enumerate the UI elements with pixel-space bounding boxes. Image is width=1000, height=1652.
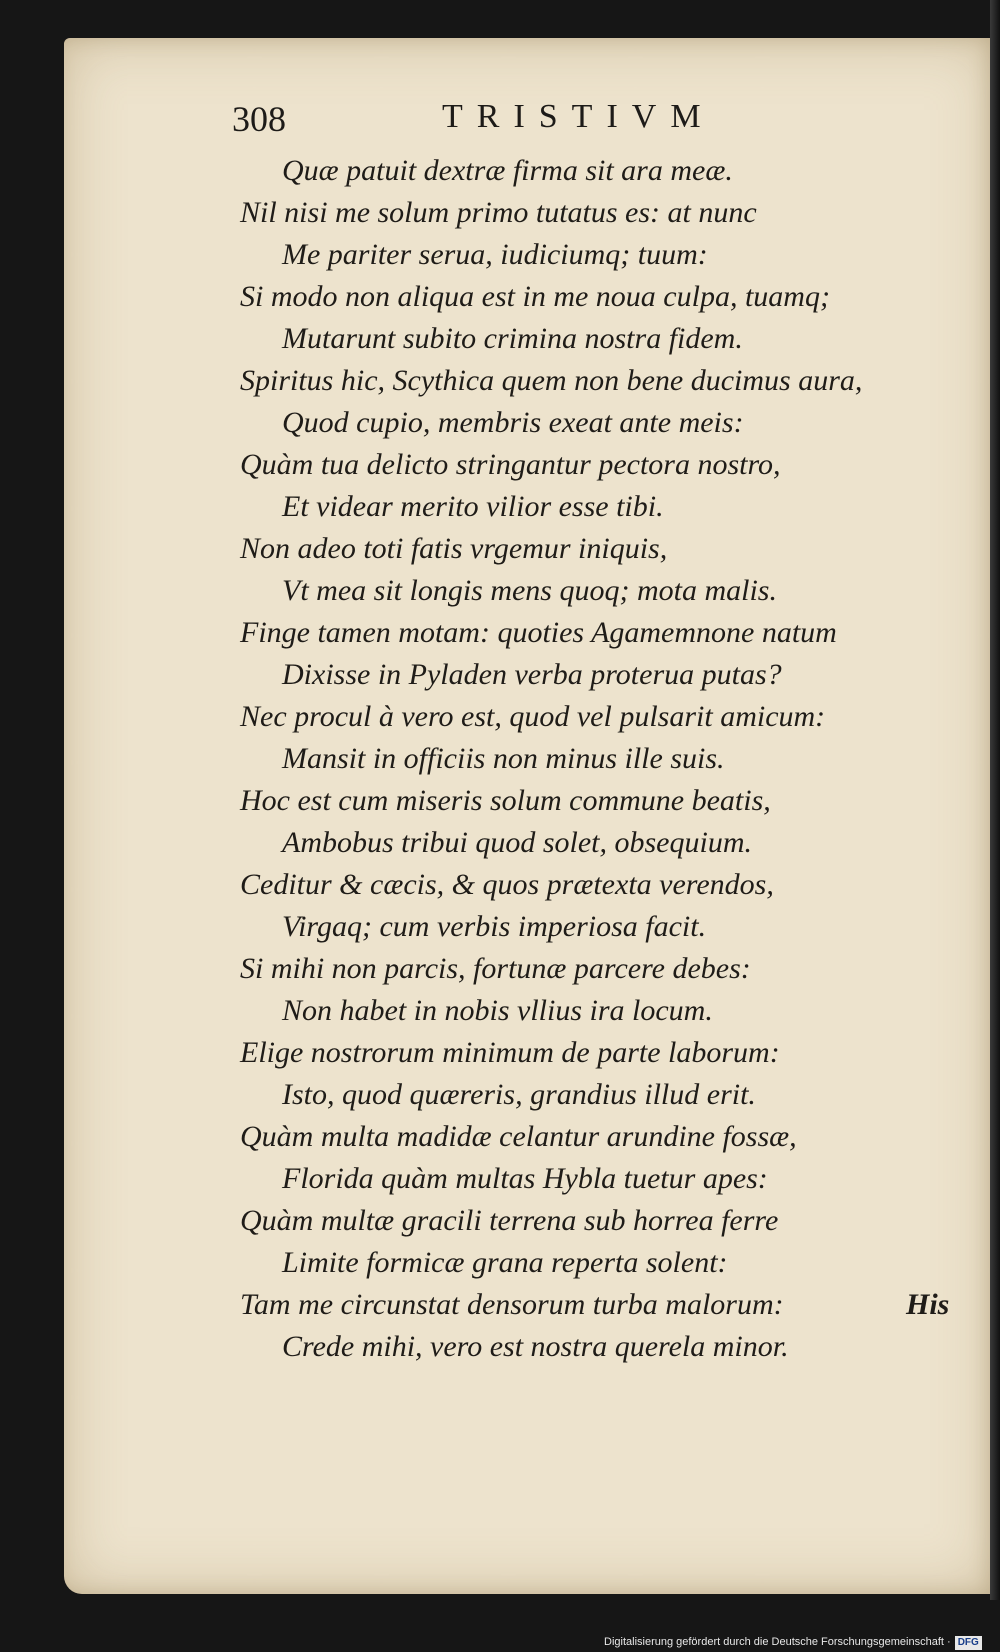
- verse-line: Spiritus hic, Scythica quem non bene ducimus aura,: [240, 364, 863, 397]
- verse-line: Limite formicæ grana reperta solent:: [282, 1246, 728, 1279]
- verse-line: Finge tamen motam: quoties Agamemnone natum: [240, 616, 837, 649]
- verse-line: Ceditur & cæcis, & quos prætexta verendos,: [240, 868, 774, 901]
- verse-line: Si mihi non parcis, fortunæ parcere debes:: [240, 952, 751, 985]
- verse-line: Isto, quod quæreris, grandius illud erit.: [282, 1078, 756, 1111]
- page-number: 308: [232, 99, 286, 139]
- dfg-logo: DFG: [955, 1636, 982, 1650]
- verse-line: Si modo non aliqua est in me noua culpa, tuamq;: [240, 280, 830, 313]
- verse-line: Vt mea sit longis mens quoq; mota malis.: [282, 574, 777, 607]
- verse-line: Ambobus tribui quod solet, obsequium.: [282, 826, 752, 859]
- verse-text: [0, 150, 1000, 1368]
- verse-line: Mansit in officiis non minus ille suis.: [282, 742, 725, 775]
- verse-line: Hoc est cum miseris solum commune beatis,: [240, 784, 771, 817]
- verse-line: Florida quàm multas Hybla tuetur apes:: [282, 1162, 768, 1195]
- verse-line: Mutarunt subito crimina nostra fidem.: [282, 322, 743, 355]
- verse-line: Nil nisi me solum primo tutatus es: at nunc: [240, 196, 757, 229]
- verse-line: Dixisse in Pyladen verba proterua putas?: [282, 658, 782, 691]
- verse-line: Tam me circunstat densorum turba malorum:: [240, 1288, 784, 1321]
- verse-line: Non habet in nobis vllius ira locum.: [282, 994, 713, 1027]
- verse-line: Nec procul à vero est, quod vel pulsarit amicum:: [240, 700, 826, 733]
- verse-line: Crede mihi, vero est nostra querela minor.: [282, 1330, 789, 1363]
- verse-line: Non adeo toti fatis vrgemur iniquis,: [240, 532, 668, 565]
- verse-line: Et videar merito vilior esse tibi.: [282, 490, 664, 523]
- page-header: [232, 98, 792, 146]
- verse-line: Quàm multæ gracili terrena sub horrea ferre: [240, 1204, 779, 1237]
- verse-line: Quæ patuit dextræ firma sit ara meæ.: [282, 154, 733, 187]
- credit-text: Digitalisierung gefördert durch die Deutsche Forschungsgemeinschaft ·: [604, 1636, 951, 1648]
- verse-line: Elige nostrorum minimum de parte laborum:: [240, 1036, 780, 1069]
- verse-line: Me pariter serua, iudiciumq; tuum:: [282, 238, 708, 271]
- verse-line: Quàm multa madidæ celantur arundine fossæ,: [240, 1120, 797, 1153]
- digitization-credit: [604, 1634, 982, 1650]
- running-title: TRISTIVM: [442, 98, 715, 135]
- catchword: His: [906, 1288, 950, 1321]
- verse-line: Quod cupio, membris exeat ante meis:: [282, 406, 744, 439]
- verse-line: Virgaq; cum verbis imperiosa facit.: [282, 910, 707, 943]
- verse-line: Quàm tua delicto stringantur pectora nostro,: [240, 448, 781, 481]
